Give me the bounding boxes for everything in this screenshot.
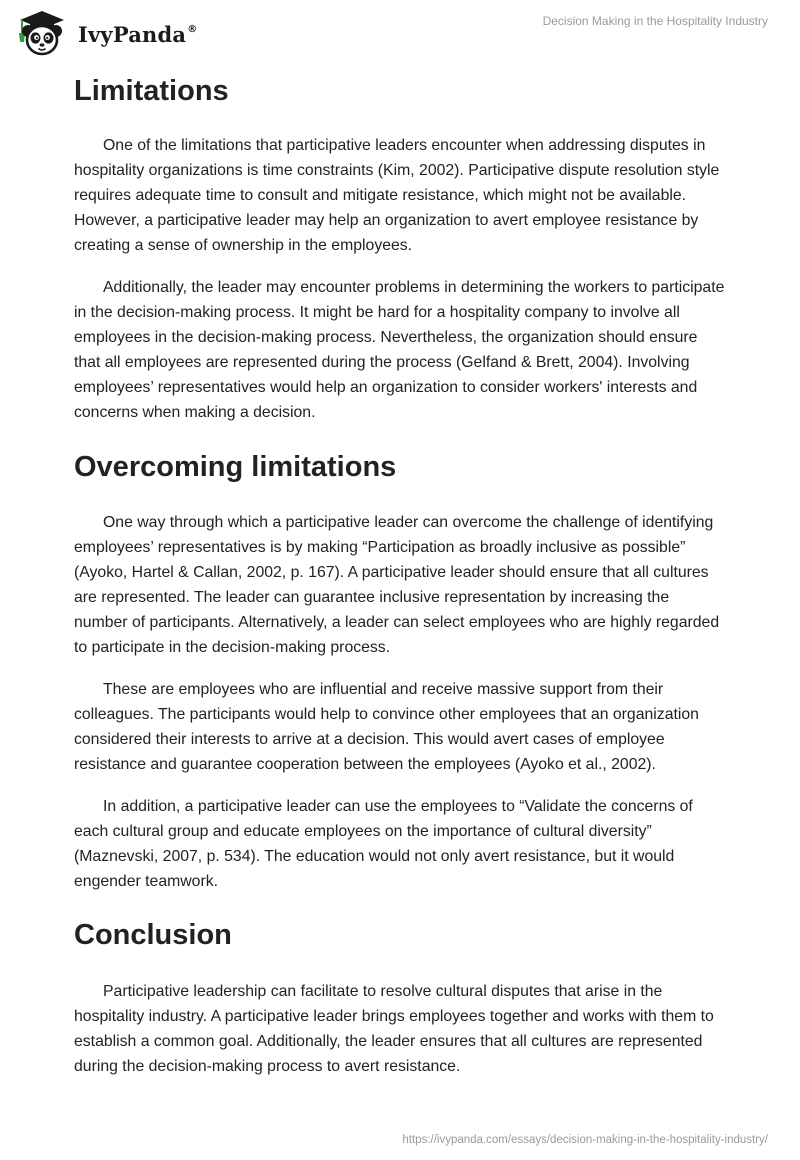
paragraph: Additionally, the leader may encounter problems in determining the workers to participate in the decision-making process. It might be hard for a hospitality company to involve all employees in the decision-making process. Nevertheless, the organization should ensure that all employees are represented during the process (Gelfand & Brett, 2004). Involving employees’ representatives would help an organization to consider workers' interests and concerns when making a decision. — [74, 279, 725, 421]
source-url[interactable]: https://ivypanda.com/essays/decision-making-in-the-hospitality-industry/ — [402, 1134, 768, 1146]
registered-mark: ® — [187, 23, 198, 35]
section-heading-limitations: Limitations — [74, 75, 229, 107]
paragraph: One way through which a participative leader can overcome the challenge of identifying employees’ representatives is by making “Participation as broadly inclusive as possible” (Ayoko, Hartel & Callan, 2002, p. 167). A participative leader should ensure that all cultures are represented. The leader can guarantee inclusive representation by increasing the number of participants. Alternatively, a leader can select employees who are highly regarded to participate in the decision-making process. — [74, 514, 720, 656]
ivypanda-logo[interactable] — [16, 9, 197, 57]
section-heading-conclusion: Conclusion — [74, 919, 232, 951]
paragraph: Participative leadership can facilitate to resolve cultural disputes that arise in the hospitality industry. A participative leader brings employees together and works with them to establish a common goal. Additionally, the leader ensures that all cultures are represented during the decision-making process to avert resistance. — [74, 983, 714, 1075]
brand-name: IvyPanda® — [78, 21, 198, 47]
paragraph: In addition, a participative leader can use the employees to “Validate the concerns of each cultural group and educate employees on the importance of cultural diversity” (Maznevski, 2007, p. 534). The education would not only avert resistance, but it would engender teamwork. — [74, 798, 693, 890]
document-title: Decision Making in the Hospitality Industry — [542, 14, 768, 28]
page-header — [0, 0, 800, 64]
panda-graduation-cap-logo-icon — [16, 9, 68, 57]
paragraph: These are employees who are influential and receive massive support from their colleagues. The participants would help to convince other employees that an organization considered their interests to arrive at a decision. This would avert cases of employee resistance and guarantee cooperation between the employees (Ayoko et al., 2002). — [74, 681, 699, 773]
section-heading-overcoming-limitations: Overcoming limitations — [74, 451, 397, 483]
paragraph: One of the limitations that participative leaders encounter when addressing disputes in hospitality organizations is time constraints (Kim, 2002). Participative dispute resolution style requires adequate time to consult and mitigate resistance, which might not be available. However, a participative leader may help an organization to avert employee resistance by creating a sense of ownership in the employees. — [74, 137, 720, 254]
essay-content — [74, 72, 726, 1096]
